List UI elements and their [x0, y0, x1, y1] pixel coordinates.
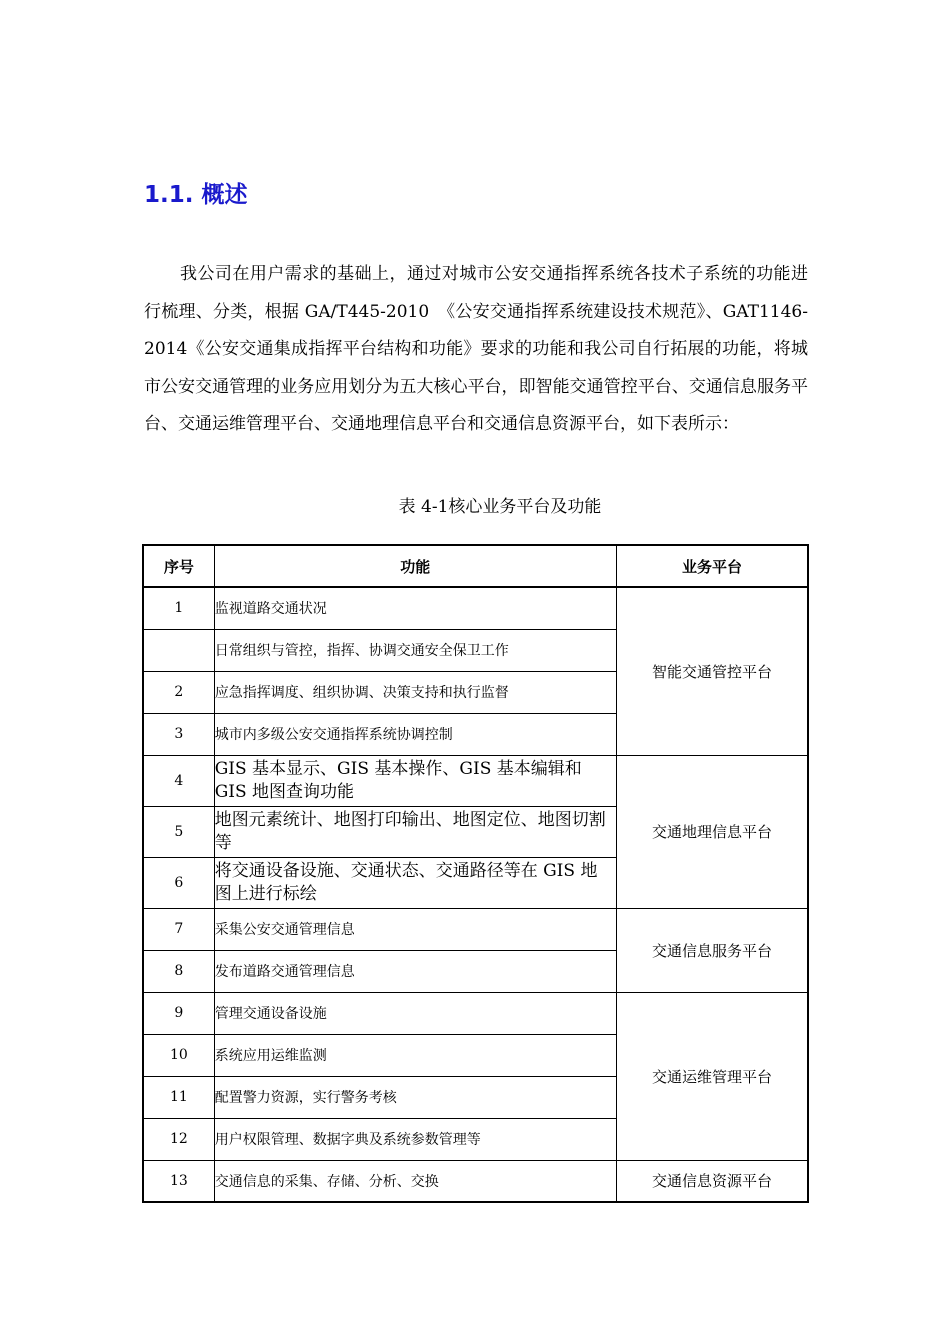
platform-cell: 智能交通管控平台 — [616, 587, 808, 755]
row-number: 13 — [143, 1160, 214, 1202]
platform-cell: 交通运维管理平台 — [616, 992, 808, 1160]
row-function: 监视道路交通状况 — [214, 587, 616, 629]
row-function: GIS 基本显示、GIS 基本操作、GIS 基本编辑和 GIS 地图查询功能 — [214, 755, 616, 806]
row-function: 采集公安交通管理信息 — [214, 908, 616, 950]
table-row — [143, 1160, 808, 1202]
row-number: 1 — [143, 587, 214, 629]
platform-cell: 交通信息资源平台 — [616, 1160, 808, 1202]
intro-paragraph: 我公司在用户需求的基础上，通过对城市公安交通指挥系统各技术子系统的功能进行梳理、分类，根据 GA/T445-2010 《公安交通指挥系统建设技术规范》、GAT1146-2014《公安交通集成指挥平台结构和功能》要求的功能和我公司自行拓展的功能，将城市公安交通管理的业务应用划分为五大核心平台，即智能交通管控平台、交通信息服务平台、交通运维管理平台、交通地理信息平台和交通信息资源平台，如下表所示： — [144, 264, 808, 434]
row-function: 城市内多级公安交通指挥系统协调控制 — [214, 713, 616, 755]
row-number: 11 — [143, 1076, 214, 1118]
table-row — [143, 908, 808, 950]
row-number: 2 — [143, 671, 214, 713]
row-function: 地图元素统计、地图打印输出、地图定位、地图切割等 — [214, 806, 616, 857]
row-function: 将交通设备设施、交通状态、交通路径等在 GIS 地图上进行标绘 — [214, 857, 616, 908]
row-number: 4 — [143, 755, 214, 806]
row-number: 3 — [143, 713, 214, 755]
header-function: 功能 — [214, 545, 616, 587]
row-number: 9 — [143, 992, 214, 1034]
row-function: 用户权限管理、数据字典及系统参数管理等 — [214, 1118, 616, 1160]
row-function: 系统应用运维监测 — [214, 1034, 616, 1076]
table-row — [143, 755, 808, 806]
header-platform: 业务平台 — [616, 545, 808, 587]
header-number: 序号 — [143, 545, 214, 587]
row-number: 8 — [143, 950, 214, 992]
table-row — [143, 587, 808, 629]
row-number: 12 — [143, 1118, 214, 1160]
table-caption: 表 4-1核心业务平台及功能 — [398, 497, 602, 517]
platform-cell: 交通信息服务平台 — [616, 908, 808, 992]
row-function: 管理交通设备设施 — [214, 992, 616, 1034]
section-heading: 1.1. 概述 — [144, 182, 248, 208]
row-function: 发布道路交通管理信息 — [214, 950, 616, 992]
row-number: 7 — [143, 908, 214, 950]
row-function: 配置警力资源，实行警务考核 — [214, 1076, 616, 1118]
row-number: 6 — [143, 857, 214, 908]
row-function: 日常组织与管控，指挥、协调交通安全保卫工作 — [214, 629, 616, 671]
table-header-row — [143, 545, 808, 587]
row-number: 10 — [143, 1034, 214, 1076]
row-number: 5 — [143, 806, 214, 857]
platform-cell: 交通地理信息平台 — [616, 755, 808, 908]
core-platform-table — [142, 544, 809, 1203]
row-function: 应急指挥调度、组织协调、决策支持和执行监督 — [214, 671, 616, 713]
row-number — [143, 629, 214, 671]
table-row — [143, 992, 808, 1034]
row-function: 交通信息的采集、存储、分析、交换 — [214, 1160, 616, 1202]
